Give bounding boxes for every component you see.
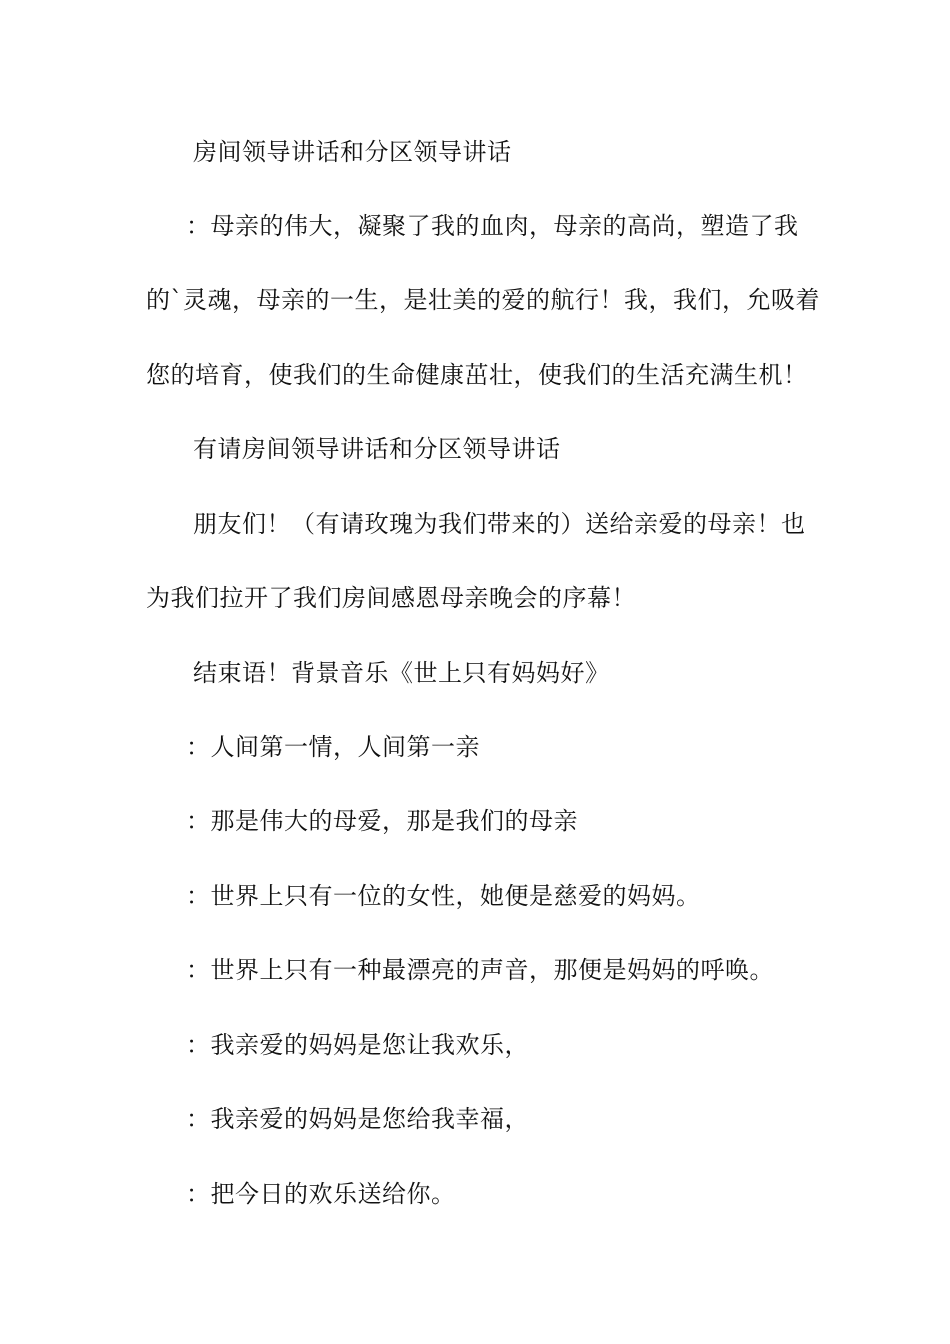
text-line-5: 有请房间领导讲话和分区领导讲话 <box>193 435 561 463</box>
text-line-10: ：那是伟大的母爱，那是我们的母亲 <box>186 807 578 835</box>
text-line-6: 朋友们！（有请玫瑰为我们带来的）送给亲爱的母亲！也 <box>193 510 806 538</box>
text-line-9: ：人间第一情，人间第一亲 <box>186 733 480 761</box>
text-line-13: ：我亲爱的妈妈是您让我欢乐， <box>186 1031 529 1059</box>
text-line-11: ：世界上只有一位的女性，她便是慈爱的妈妈。 <box>186 882 701 910</box>
text-line-2: ：母亲的伟大，凝聚了我的血肉，母亲的高尚，塑造了我 <box>186 212 799 240</box>
text-line-14: ：我亲爱的妈妈是您给我幸福， <box>186 1105 529 1133</box>
text-line-8: 结束语！背景音乐《世上只有妈妈好》 <box>193 659 610 687</box>
text-line-7: 为我们拉开了我们房间感恩母亲晚会的序幕！ <box>146 584 636 612</box>
text-line-15: ：把今日的欢乐送给你。 <box>186 1180 456 1208</box>
text-line-1: 房间领导讲话和分区领导讲话 <box>193 138 512 166</box>
text-line-3: 的`灵魂，母亲的一生，是壮美的爱的航行！我，我们，允吸着 <box>146 286 820 314</box>
text-line-12: ：世界上只有一种最漂亮的声音，那便是妈妈的呼唤。 <box>186 956 774 984</box>
text-line-4: 您的培育，使我们的生命健康茁壮，使我们的生活充满生机！ <box>146 361 808 389</box>
